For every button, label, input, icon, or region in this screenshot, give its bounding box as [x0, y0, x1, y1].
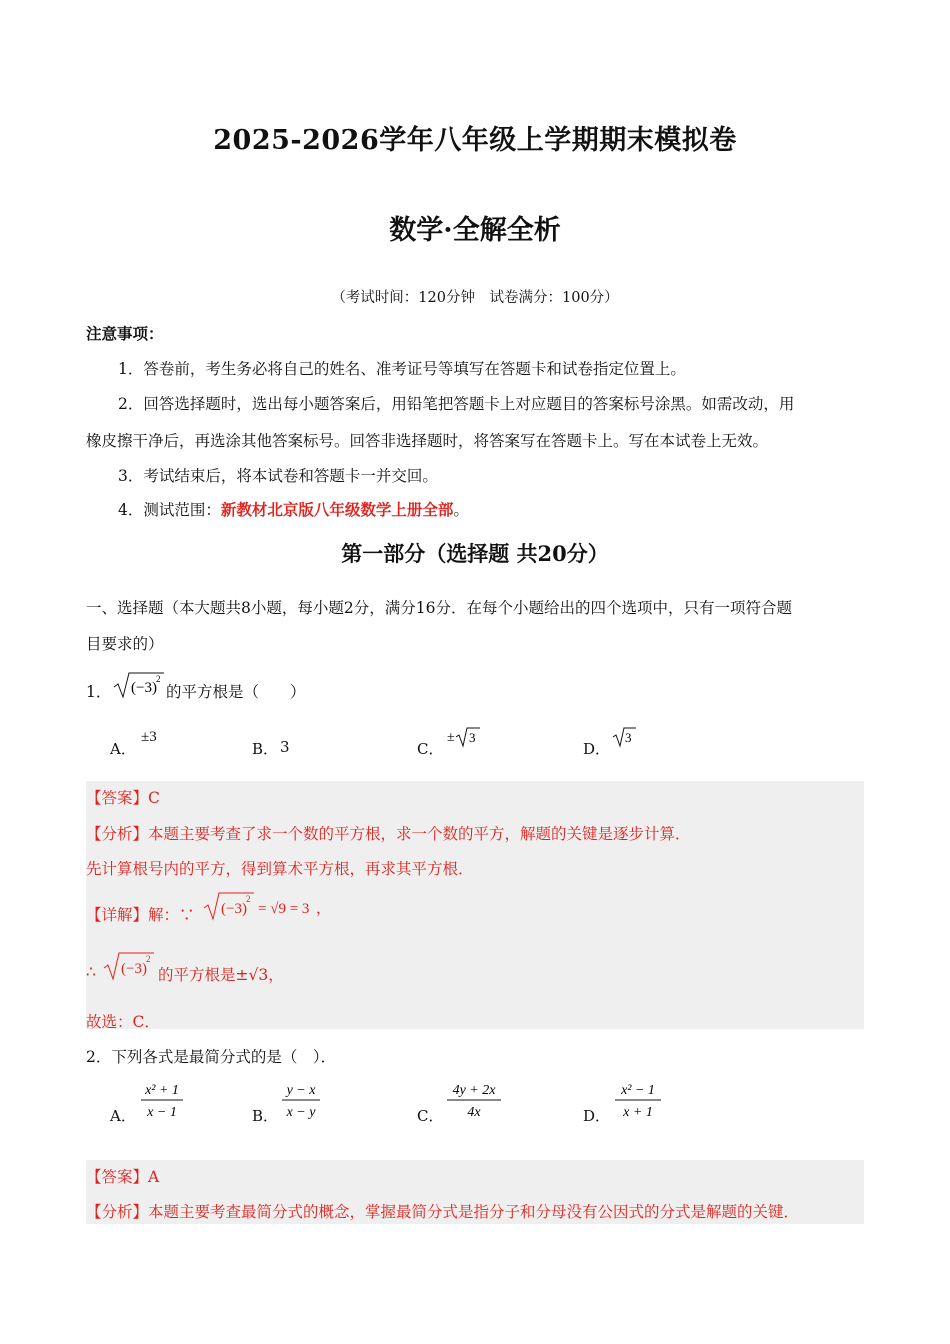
svg-text:(−3): (−3): [221, 901, 247, 917]
q1-stem: 的平方根是（ ）: [166, 683, 306, 701]
q2-stem: 2．下列各式是最简分式的是（ ）．: [86, 1048, 337, 1066]
document-subtitle: 数学·全解全析: [389, 215, 561, 246]
svg-text:±: ±: [447, 730, 455, 745]
q1-option-c-value: [446, 725, 482, 749]
svg-text:3: 3: [469, 730, 476, 745]
section-instructions-b: 目要求的）: [86, 635, 164, 653]
q1-therefore-radical: [102, 950, 158, 982]
q1-answer: [86, 786, 160, 808]
notes-heading: 注意事项：: [86, 324, 164, 343]
svg-text:x − 1: x − 1: [147, 1105, 177, 1120]
note-4-prefix: 4．测试范围：: [118, 501, 221, 519]
answer-value: C: [148, 789, 160, 807]
svg-text:y − x: y − x: [286, 1083, 316, 1098]
detail-tag: 【详解】: [86, 906, 149, 924]
note-4-suffix: 。: [453, 501, 469, 519]
svg-text:2: 2: [246, 894, 251, 904]
svg-text:x − y: x − y: [286, 1105, 316, 1120]
q2-option-b-label: B．: [252, 1107, 279, 1125]
svg-text:(−3): (−3): [131, 680, 157, 696]
svg-text:4x: 4x: [467, 1105, 481, 1120]
test-scope: 新教材北京版八年级数学上册全部: [220, 500, 454, 519]
q2-option-c-label: C．: [417, 1107, 444, 1125]
svg-text:x² + 1: x² + 1: [145, 1083, 179, 1098]
q1-option-d-label: D．: [583, 740, 611, 758]
svg-text:x² − 1: x² − 1: [621, 1083, 655, 1098]
note-4: [118, 498, 469, 520]
q1-option-b-value: 3: [280, 738, 290, 756]
answer-tag: 【答案】: [86, 789, 149, 807]
note-2b: 橡皮擦干净后，再选涂其他答案标号。回答非选择题时，将答案写在答题卡上。写在本试卷上无效。: [86, 432, 769, 450]
q1-analysis-2: 先计算根号内的平方，得到算术平方根，再求其平方根．: [86, 860, 474, 878]
svg-text:(−3): (−3): [121, 961, 147, 977]
section-instructions-a: 一、选择题（本大题共8小题，每小题2分，满分16分．在每个小题给出的四个选项中，只有一项符合题: [86, 599, 792, 617]
svg-text:4y + 2x: 4y + 2x: [452, 1083, 496, 1098]
q2-option-d-fraction: [612, 1078, 664, 1122]
answer-value: A: [148, 1168, 160, 1186]
svg-text:x + 1: x + 1: [623, 1105, 653, 1120]
q1-option-d-value: [612, 725, 638, 749]
part1-title: 第一部分（选择题 共20分）: [341, 541, 609, 566]
exam-info: （考试时间：120分钟 试卷满分：100分）: [331, 290, 619, 306]
svg-text:，: ，: [316, 901, 332, 917]
q2-analysis-1: 【分析】本题主要考查最简分式的概念，掌握最简分式是指分子和分母没有公因式的分式是解题的关键．: [86, 1203, 800, 1221]
q2-option-d-label: D．: [583, 1107, 611, 1125]
svg-text:2: 2: [156, 674, 161, 684]
svg-text:= √9 = 3: = √9 = 3: [258, 901, 310, 917]
q2-option-c-fraction: [444, 1078, 504, 1122]
svg-text:3: 3: [625, 730, 632, 745]
q2-option-b-fraction: [280, 1078, 322, 1122]
q1-detail-equation: [202, 890, 332, 922]
q1-therefore-text: 的平方根是±√3，: [158, 966, 284, 984]
q1-option-c-label: C．: [417, 740, 444, 758]
q1-choice: 故选：C．: [86, 1013, 160, 1031]
q1-number: 1．: [86, 683, 112, 701]
svg-text:2: 2: [146, 954, 151, 964]
q1-option-a-value: ±3: [141, 729, 157, 745]
document-title: 2025-2026学年八年级上学期期末模拟卷: [213, 125, 737, 156]
q1-analysis-1: 【分析】本题主要考查了求一个数的平方根，求一个数的平方，解题的关键是逐步计算．: [86, 825, 691, 843]
therefore-symbol: ∴: [86, 963, 96, 981]
answer-tag: 【答案】: [86, 1168, 149, 1186]
q1-option-a-label: A．: [110, 740, 136, 758]
q1-radical-expression: [112, 670, 168, 700]
q1-detail: 【详解】解：∵: [86, 906, 195, 924]
note-1: 1．答卷前，考生务必将自己的姓名、准考证号等填写在答题卡和试卷指定位置上。: [118, 360, 686, 378]
analysis-tag: 【分析】: [86, 825, 149, 843]
q1-option-b-label: B．: [252, 740, 279, 758]
q2-answer: [86, 1165, 159, 1187]
q2-option-a-fraction: [138, 1078, 186, 1122]
note-2a: 2．回答选择题时，选出每小题答案后，用铅笔把答题卡上对应题目的答案标号涂黑。如需改动，用: [118, 395, 795, 413]
analysis-tag: 【分析】: [86, 1203, 149, 1221]
q2-option-a-label: A．: [110, 1107, 136, 1125]
note-3: 3．考试结束后，将本试卷和答题卡一并交回。: [118, 467, 438, 485]
